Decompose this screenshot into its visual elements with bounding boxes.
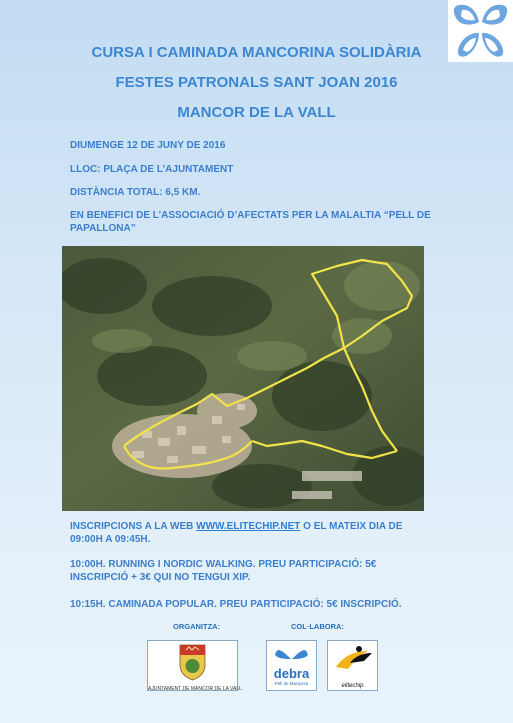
debra-logo [266, 640, 317, 691]
ajuntament-caption: AJUNTAMENT DE MANCOR DE LA VALL [148, 686, 242, 692]
elitechip-name: elitechip [341, 683, 364, 689]
colabora-label: COL·LABORA: [291, 622, 344, 631]
event-date: DIUMENGE 12 DE JUNY DE 2016 [70, 140, 226, 151]
event-distance: DISTÀNCIA TOTAL: 6,5 KM. [70, 187, 201, 198]
walking-schedule: 10:15H. CAMINADA POPULAR. PREU PARTICIPACIÓ: 5€ INSCRIPCIÓ. [70, 599, 402, 610]
registration-info [70, 520, 430, 546]
running-schedule: 10:00H. RUNNING I NORDIC WALKING. PREU PARTICIPACIÓ: 5€ INSCRIPCIÓ + 3€ QUI NO TENGUI XIP. [70, 559, 377, 583]
coat-of-arms-icon [148, 641, 237, 681]
organiza-label: ORGANITZA: [173, 622, 221, 631]
event-subtitle: FESTES PATRONALS SANT JOAN 2016 [115, 74, 398, 91]
debra-name: debra [273, 666, 310, 681]
debra-subtitle: Pell de Mariposa [274, 681, 309, 686]
elitechip-logo [327, 640, 378, 691]
aerial-route-image [62, 246, 424, 511]
debra-butterfly-icon [267, 641, 316, 663]
website-link[interactable]: WWW.ELITECHIP.NET [196, 521, 301, 532]
runner-icon [328, 641, 377, 677]
ajuntament-logo [147, 640, 242, 692]
title-block [0, 44, 513, 121]
route-map-photo [62, 246, 424, 511]
event-benefit: EN BENEFICI DE L’ASSOCIACIÓ D’AFECTATS PER LA MALALTIA “PELL DE PAPALLONA” [70, 210, 431, 234]
registration-prefix: INSCRIPCIONS A LA WEB [70, 521, 197, 532]
registration-suffix: O EL MATEIX DIA DE 09:00H A 09:45H. [70, 521, 403, 545]
event-location: MANCOR DE LA VALL [177, 104, 336, 121]
event-place: LLOC: PLAÇA DE L’AJUNTAMENT [70, 164, 234, 175]
event-title: CURSA I CAMINADA MANCORINA SOLIDÀRIA [91, 44, 422, 61]
